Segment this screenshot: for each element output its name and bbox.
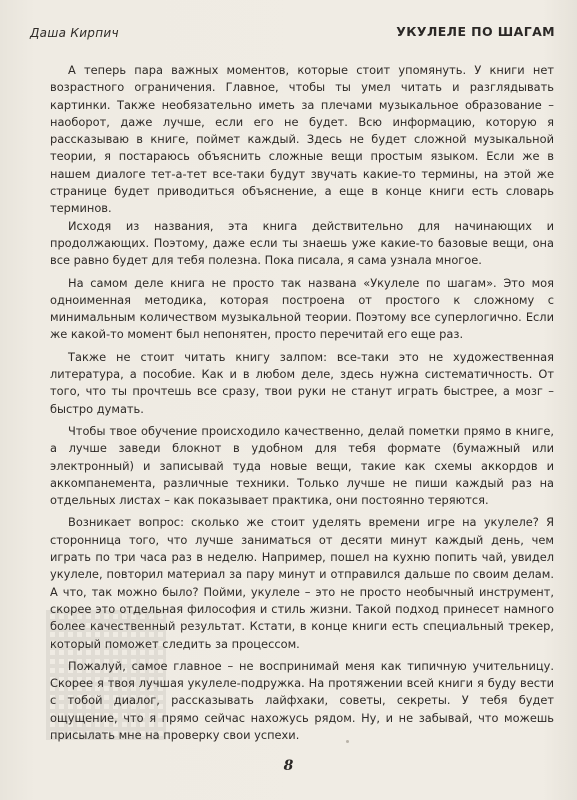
paragraph: Исходя из названия, эта книга действительно для начинающих и продолжающих. Поэтому, даже если ты знаешь уже какие-то базовые вещи, она все равно будет для тебя полезна. Пока писала, я сама узнала многое. xyxy=(50,218,554,268)
page-number: 8 xyxy=(283,758,294,774)
paragraph: Возникает вопрос: сколько же стоит уделять времени игре на укулеле? Я сторонница того, что лучше заниматься от десяти минут каждый день, чем играть по три часа раз в неделю. Например, пошел на кухню попить чай, увидел укулеле, повторил материал за пару минут и отправился дальше по своим делам. А что, так можно было? Пойми, укулеле – это не просто необычный инструмент, скорее это отдельная философия и стиль жизни. Такой подход принесет намного более качественный результат. Кстати, в конце книги есть специальный трекер, который поможет следить за процессом. xyxy=(50,515,554,651)
body-text xyxy=(50,62,554,744)
paragraph: Пожалуй, самое главное – не воспринимай меня как типичную учительницу. Скорее я твоя лучшая укулеле-подружка. На протяжении всей книги я буду вести с тобой диалог, рассказывать лайфхаки, советы, секреты. У тебя будет ощущение, что я прямо сейчас нахожусь рядом. Ну, и не забывай, что можешь присылать мне на проверку свои успехи. xyxy=(50,658,554,742)
paragraph: Чтобы твое обучение происходило качественно, делай пометки прямо в книге, а лучше заведи блокнот в удобном для тебя формате (бумажный или электронный) и записывай туда новые вещи, такие как схемы аккордов и аккомпанемента, различные техники. Только лучше не пиши каждый раз на отдельных листах – как показывает практика, они постоянно теряются. xyxy=(50,423,554,508)
book-title: УКУЛЕЛЕ ПО ШАГАМ xyxy=(396,24,555,39)
running-header xyxy=(0,0,577,44)
paragraph: А теперь пара важных моментов, которые стоит упомянуть. У книги нет возрастного ограничения. Главное, чтобы ты умел читать и разглядывать картинки. Также необязательно иметь за плечами музыкальное образование – наоборот, даже лучше, если его не будет. Всю информацию, которую я рассказываю в книге, поймет каждый. Здесь не будет сложной музыкальной теории, я постараюсь объяснить сложные вещи простым языком. Если же в нашем диалоге тет-а-тет все-таки будут звучать какие-то термины, на этой же странице будет приводиться объяснение, а еще в конце книги есть словарь терминов. xyxy=(50,63,554,216)
paragraph: На самом деле книга не просто так названа «Укулеле по шагам». Это моя одноименная методика, которая построена от простого к сложному с минимальным количеством музыкальной теории. Поэтому все суперлогично. Если же какой-то момент был непонятен, просто перечитай его еще раз. xyxy=(50,275,554,342)
author-name: Даша Кирпич xyxy=(30,26,119,40)
print-speck xyxy=(346,740,349,743)
paragraph: Также не стоит читать книгу залпом: все-таки это не художественная литература, а пособие. Как и в любом деле, здесь нужна систематичность. От того, что ты прочтешь все сразу, твои руки не станут играть быстрее, а мозг – быстро думать. xyxy=(50,349,554,416)
